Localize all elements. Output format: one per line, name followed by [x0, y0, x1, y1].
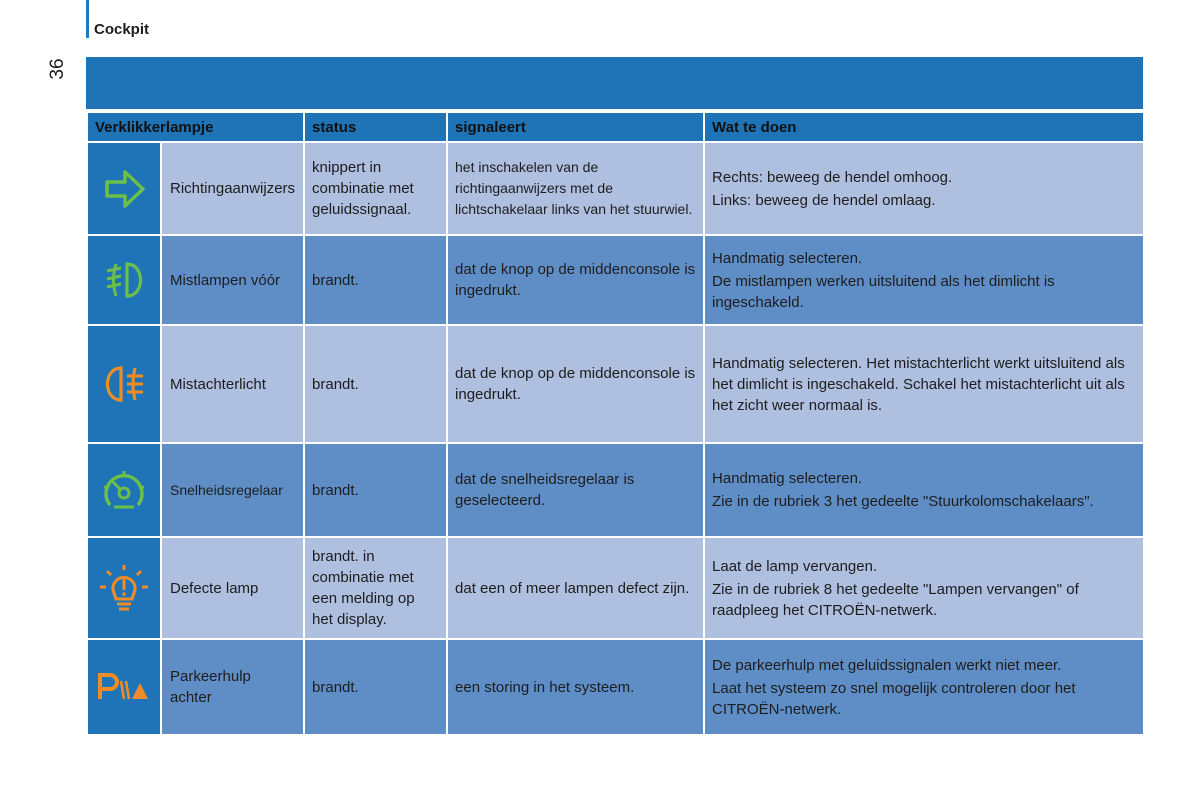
lamp-signals: dat de snelheidsregelaar is geselecteerd.	[447, 443, 704, 537]
lamp-icon-cell	[87, 443, 161, 537]
lamp-action	[704, 443, 1144, 537]
table-row	[87, 142, 1144, 235]
lamp-name: Mistlampen vóór	[161, 235, 304, 325]
col-header-signals: signaleert	[447, 112, 704, 142]
action-line: De parkeerhulp met geluidssignalen werkt niet meer.	[712, 656, 1062, 674]
lamp-signals: dat de knop op de middenconsole is ingedrukt.	[447, 325, 704, 443]
lamp-signals: een storing in het systeem.	[447, 639, 704, 735]
lamp-action	[704, 235, 1144, 325]
table-banner	[86, 57, 1143, 109]
action-line: Laat het systeem zo snel mogelijk controleren door het CITROËN-netwerk.	[712, 679, 1076, 718]
action-line: Handmatig selecteren.	[712, 249, 863, 267]
lamp-signals: dat een of meer lampen defect zijn.	[447, 537, 704, 639]
col-header-lamp: Verklikkerlampje	[87, 112, 304, 142]
lamp-icon-cell	[87, 235, 161, 325]
action-line: Zie in de rubriek 8 het gedeelte "Lampen vervangen" of raadpleeg het CITROËN-netwerk.	[712, 580, 1079, 619]
rear-fog-lamp-icon	[99, 362, 149, 406]
lamp-action	[704, 537, 1144, 639]
front-fog-lamp-icon	[99, 258, 149, 302]
table-row	[87, 443, 1144, 537]
lamp-name: Snelheidsregelaar	[161, 443, 304, 537]
lamp-status: brandt. in combinatie met een melding op het display.	[304, 537, 447, 639]
table-row	[87, 325, 1144, 443]
lamp-name: Parkeerhulp achter	[161, 639, 304, 735]
col-header-status: status	[304, 112, 447, 142]
speed-limiter-icon	[98, 467, 150, 513]
lamp-icon-cell	[87, 537, 161, 639]
lamp-status: knippert in combinatie met geluidssignaal.	[304, 142, 447, 235]
lamp-icon-cell	[87, 325, 161, 443]
section-marker	[86, 0, 89, 38]
action-line: Handmatig selecteren.	[712, 470, 863, 487]
action-line: Links: beweeg de hendel omlaag.	[712, 191, 936, 209]
lamp-icon-cell	[87, 639, 161, 735]
action-line: Handmatig selecteren. Het mistachterlicht werkt uitsluitend als het dimlicht is ingeschakeld. Schakel het mistachterlicht uit als het zicht weer normaal is.	[712, 354, 1125, 414]
lamp-status: brandt.	[304, 639, 447, 735]
table-header-row	[87, 112, 1144, 142]
lamp-icon-cell	[87, 142, 161, 235]
action-line: De mistlampen werken uitsluitend als het dimlicht is ingeschakeld.	[712, 272, 1055, 311]
lamp-status: brandt.	[304, 235, 447, 325]
table-row	[87, 537, 1144, 639]
lamp-action	[704, 142, 1144, 235]
lamp-action	[704, 325, 1144, 443]
parking-sensor-icon	[96, 667, 152, 707]
lamp-signals: het inschakelen van de richtingaanwijzers met de lichtschakelaar links van het stuurwiel.	[447, 142, 704, 235]
action-line: Zie in de rubriek 3 het gedeelte "Stuurkolomschakelaars".	[712, 493, 1094, 510]
faulty-lamp-icon	[98, 563, 150, 613]
turn-signal-icon	[101, 166, 147, 212]
action-line: Laat de lamp vervangen.	[712, 557, 878, 575]
table-row	[87, 235, 1144, 325]
action-line: Rechts: beweeg de hendel omhoog.	[712, 168, 953, 186]
lamp-name: Mistachterlicht	[161, 325, 304, 443]
warning-lamps-table	[86, 111, 1145, 736]
lamp-action	[704, 639, 1144, 735]
table-row	[87, 639, 1144, 735]
lamp-name: Richtingaanwijzers	[161, 142, 304, 235]
col-header-action: Wat te doen	[704, 112, 1144, 142]
page-number: 36	[47, 58, 68, 80]
lamp-name: Defecte lamp	[161, 537, 304, 639]
lamp-signals: dat de knop op de middenconsole is ingedrukt.	[447, 235, 704, 325]
lamp-status: brandt.	[304, 443, 447, 537]
lamp-status: brandt.	[304, 325, 447, 443]
section-title: Cockpit	[94, 21, 150, 38]
